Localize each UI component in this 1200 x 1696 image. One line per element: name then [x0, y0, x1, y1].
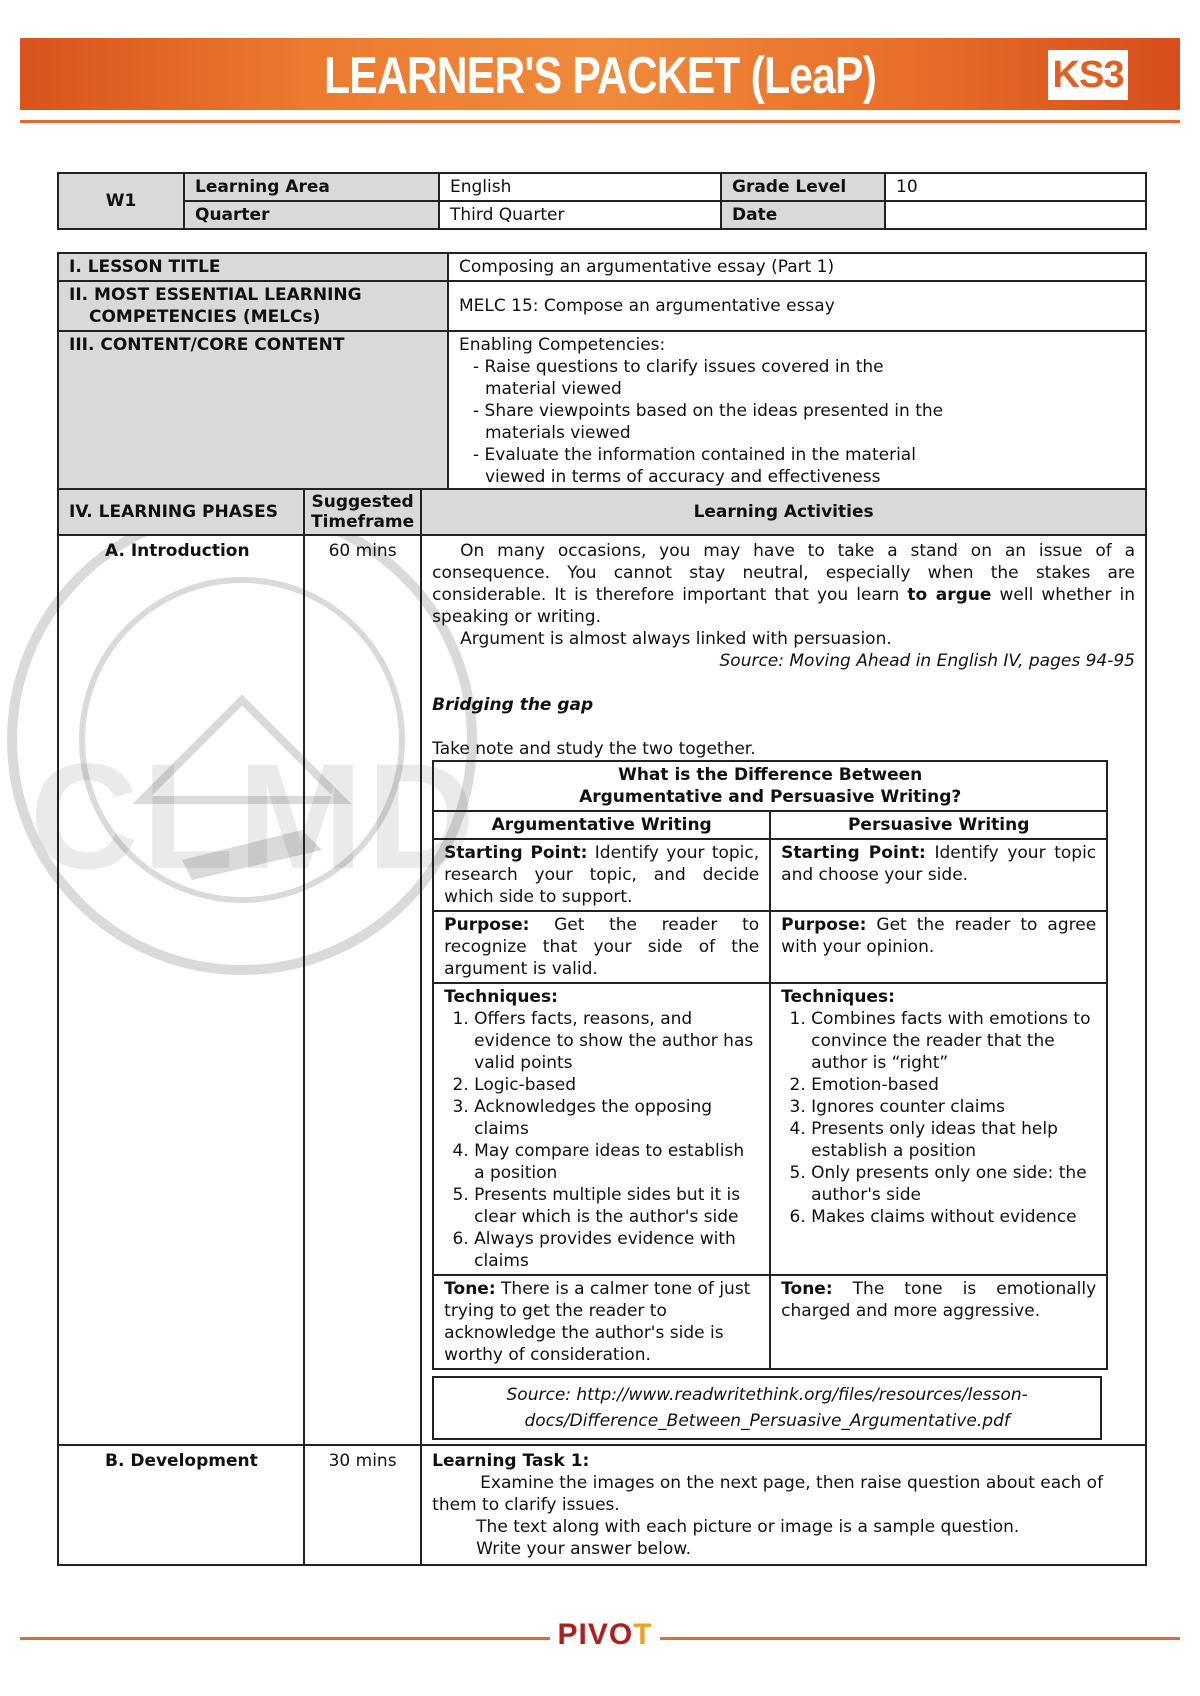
development-phase-label: B. Development — [58, 1445, 304, 1565]
intro-text-bold: to argue — [907, 585, 992, 605]
intro-text-a: On many occasions, you may have to take a stand on an issue of a consequence. You cannot stay neutral, especially when the stakes are considerable. It is therefore important that you learn — [432, 541, 1135, 605]
arg-purpose-label: Purpose: — [444, 915, 530, 935]
ks3-badge: KS3 — [1048, 50, 1128, 100]
difference-table-title — [433, 761, 1107, 811]
per-tone-text: The tone is emotionally charged and more aggressive. — [781, 1279, 1097, 1321]
technique-item: 3. Ignores counter claims — [811, 1096, 1096, 1118]
watermark-letters: CLMD — [30, 732, 480, 900]
task-line-3: Write your answer below. — [476, 1539, 692, 1559]
competency-item: - Share viewpoints based on the ideas presented in the materials viewed — [473, 401, 944, 443]
introduction-time: 60 mins — [304, 535, 421, 1445]
competency-item: - Evaluate the information contained in the material viewed in terms of accuracy and effectiveness — [473, 445, 916, 487]
arg-tone-label: Tone: — [444, 1279, 496, 1299]
technique-item: 4. May compare ideas to establish a position — [474, 1140, 759, 1184]
intro-paragraph — [432, 540, 1135, 628]
development-time: 30 mins — [304, 1445, 421, 1565]
pivot-logo-accent: T — [633, 1618, 653, 1651]
technique-item: 6. Makes claims without evidence — [811, 1206, 1096, 1228]
quarter-label: Quarter — [184, 201, 439, 229]
phase-column-header: IV. LEARNING PHASES — [58, 489, 304, 535]
lesson-table — [57, 252, 1147, 492]
intro-text-b: well whether in speaking or writing. — [432, 585, 1136, 627]
grade-level-value: 10 — [885, 173, 1146, 201]
competency-list — [459, 356, 959, 488]
introduction-phase-label: A. Introduction — [58, 535, 304, 1445]
lesson-title-label: I. LESSON TITLE — [58, 253, 448, 281]
per-purpose-text: Get the reader to agree with your opinion. — [781, 915, 1097, 957]
technique-item: 5. Presents multiple sides but it is clear which is the author's side — [474, 1184, 759, 1228]
footer-divider-right — [660, 1637, 1180, 1640]
per-purpose-label: Purpose: — [781, 915, 867, 935]
arg-techniques-list — [444, 1008, 759, 1272]
learning-area-label: Learning Area — [184, 173, 439, 201]
per-starting-point — [770, 839, 1107, 911]
pivot-logo — [555, 1618, 655, 1652]
difference-title-line1: What is the Difference Between — [618, 765, 923, 785]
learning-task-label: Learning Task 1: — [432, 1451, 590, 1471]
per-tone — [770, 1275, 1107, 1369]
quarter-value: Third Quarter — [439, 201, 721, 229]
header-divider — [20, 120, 1180, 123]
argument-persuasion-line: Argument is almost always linked with persuasion. — [460, 629, 892, 649]
arg-techniques-label: Techniques: — [444, 987, 558, 1007]
source-moving-ahead: Source: Moving Ahead in English IV, pages 94-95 — [719, 651, 1135, 671]
technique-item: 2. Emotion-based — [811, 1074, 1096, 1096]
learning-phases-table — [57, 488, 1147, 1566]
arg-start-label: Starting Point: — [444, 843, 588, 863]
grade-level-label: Grade Level — [721, 173, 885, 201]
week-label: W1 — [58, 173, 184, 229]
per-purpose — [770, 911, 1107, 983]
footer-divider-left — [20, 1637, 550, 1640]
per-start-label: Starting Point: — [781, 843, 926, 863]
arg-starting-point — [433, 839, 770, 911]
arg-tone — [433, 1275, 770, 1369]
arg-techniques — [433, 983, 770, 1275]
packet-title: LEARNER'S PACKET (LeaP) — [324, 47, 876, 105]
take-note-line: Take note and study the two together. — [432, 739, 756, 759]
melc-label-line1: II. MOST ESSENTIAL LEARNING — [69, 285, 362, 305]
task-line-1: Examine the images on the next page, then raise question about each of them to clarify issues. — [432, 1473, 1104, 1515]
difference-table — [432, 760, 1108, 1370]
technique-item: 1. Combines facts with emotions to convince the reader that the author is “right” — [811, 1008, 1096, 1074]
argumentative-header: Argumentative Writing — [433, 811, 770, 839]
technique-item: 4. Presents only ideas that help establish a position — [811, 1118, 1096, 1162]
technique-item: 6. Always provides evidence with claims — [474, 1228, 759, 1272]
learning-area-value: English — [439, 173, 721, 201]
header-banner — [20, 38, 1180, 110]
content-value — [448, 331, 1146, 491]
activities-column-header: Learning Activities — [421, 489, 1146, 535]
task-line-2: The text along with each picture or image is a sample question. — [476, 1517, 1020, 1537]
date-label: Date — [721, 201, 885, 229]
arg-tone-text: There is a calmer tone of just trying to get the reader to acknowledge the author's side is worthy of consideration. — [444, 1279, 751, 1365]
competency-item: - Raise questions to clarify issues covered in the material viewed — [473, 357, 884, 399]
melc-label-line2: COMPETENCIES (MELCs) — [89, 307, 321, 327]
melc-label — [58, 281, 448, 331]
technique-item: 1. Offers facts, reasons, and evidence to show the author has valid points — [474, 1008, 759, 1074]
source-readwritethink: Source: http://www.readwritethink.org/files/resources/lesson-docs/Difference_Between_Persuasive_Argumentative.pdf — [432, 1376, 1102, 1440]
info-table — [57, 172, 1147, 230]
difference-title-line2: Argumentative and Persuasive Writing? — [579, 787, 962, 807]
arg-purpose-text: Get the reader to recognize that your side of the argument is valid. — [444, 915, 760, 979]
technique-item: 5. Only presents only one side: the author's side — [811, 1162, 1096, 1206]
technique-item: 3. Acknowledges the opposing claims — [474, 1096, 759, 1140]
per-start-text: Identify your topic and choose your side. — [781, 843, 1097, 885]
lesson-title-value: Composing an argumentative essay (Part 1) — [448, 253, 1146, 281]
per-tone-label: Tone: — [781, 1279, 833, 1299]
development-activities — [421, 1445, 1146, 1565]
timeframe-column-header: Suggested Timeframe — [304, 489, 421, 535]
pivot-logo-main: PIVO — [557, 1618, 634, 1651]
per-techniques-label: Techniques: — [781, 987, 895, 1007]
technique-item: 2. Logic-based — [474, 1074, 759, 1096]
arg-purpose — [433, 911, 770, 983]
per-techniques — [770, 983, 1107, 1275]
melc-value: MELC 15: Compose an argumentative essay — [448, 281, 1146, 331]
bridging-heading: Bridging the gap — [432, 695, 594, 715]
per-techniques-list — [781, 1008, 1096, 1228]
date-value — [885, 201, 1146, 229]
enabling-heading: Enabling Competencies: — [459, 335, 666, 355]
content-label: III. CONTENT/CORE CONTENT — [58, 331, 448, 491]
introduction-activities — [421, 535, 1146, 1445]
persuasive-header: Persuasive Writing — [770, 811, 1107, 839]
arg-start-text: Identify your topic, research your topic, and decide which side to support. — [444, 843, 760, 907]
